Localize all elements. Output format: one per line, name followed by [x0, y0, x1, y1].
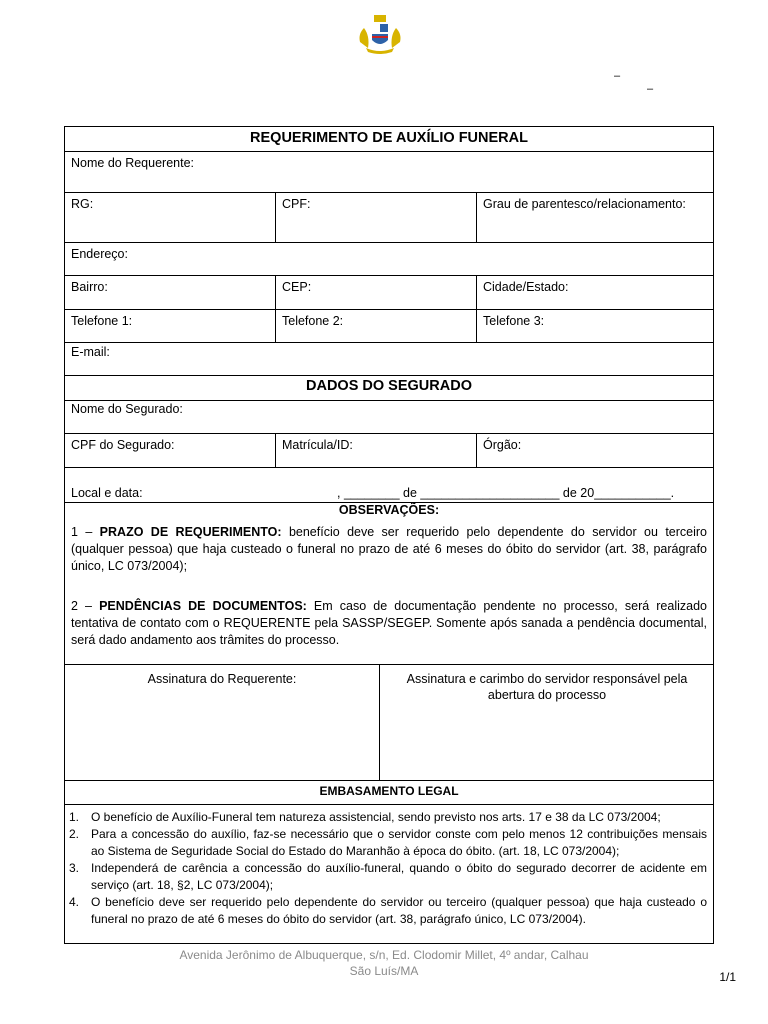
- observation-item-2: [71, 598, 707, 649]
- cep-label: CEP:: [282, 280, 312, 294]
- header-dash-2: –: [647, 83, 654, 95]
- officer-signature-label: Assinatura e carimbo do servidor responsável pela abertura do processo: [406, 672, 688, 702]
- insured-cpf-cell[interactable]: [65, 434, 275, 467]
- legal-title-divider: [65, 804, 713, 805]
- signatures-row: [65, 665, 713, 781]
- phone3-cell[interactable]: [476, 310, 713, 342]
- legal-item-number: 2.: [69, 827, 80, 841]
- observation-2-text: Em caso de documentação pendente no processo, será realizado tentativa de contato com o REQUERENTE pela SASSP/SEGEP. Somente após sanada a pendência documental, será dado andamento aos trâmites do processo.: [71, 599, 708, 647]
- phone1-label: Telefone 1:: [71, 314, 133, 328]
- header-dash-1: –: [614, 70, 621, 82]
- phone1-cell[interactable]: [65, 310, 275, 342]
- insured-title-row: [65, 376, 713, 401]
- legal-item-text: Para a concessão do auxílio, faz-se necessário que o servidor conste com pelo menos 12 contribuições mensais ao Sistema de Seguridade Social do Estado do Maranhão à época do óbito. (art. 18, LC 073/2004);: [91, 827, 707, 858]
- requester-name-row: [65, 152, 713, 193]
- email-field[interactable]: E-mail:: [71, 345, 110, 359]
- insured-id-row: [65, 434, 713, 468]
- insured-cpf-label: CPF do Segurado:: [71, 438, 175, 452]
- cpf-label: CPF:: [282, 197, 311, 211]
- phones-row: [65, 310, 713, 343]
- legal-item-text: Independerá de carência a concessão do auxílio-funeral, quando o óbito do segurado decorrer de acidente em serviço (art. 18, §2, LC 073/2004);: [91, 861, 707, 892]
- state-coat-of-arms-icon: [356, 12, 404, 56]
- legal-item: [69, 894, 707, 928]
- registration-cell[interactable]: [275, 434, 476, 467]
- observation-2-number: 2 –: [71, 599, 100, 613]
- legal-item-number: 4.: [69, 895, 80, 909]
- observations-block: [65, 468, 713, 665]
- agency-label: Órgão:: [483, 438, 522, 452]
- page-number: 1/1: [719, 970, 736, 984]
- insured-name-field[interactable]: Nome do Segurado:: [71, 402, 183, 416]
- observations-title: OBSERVAÇÕES:: [338, 503, 440, 517]
- rg-cell[interactable]: [65, 193, 275, 242]
- phone2-cell[interactable]: [275, 310, 476, 342]
- phone2-label: Telefone 2:: [282, 314, 344, 328]
- district-cell[interactable]: [65, 276, 275, 309]
- legal-item-number: 3.: [69, 861, 80, 875]
- requester-id-row: [65, 193, 713, 243]
- legal-item: [69, 809, 707, 826]
- address-row: [65, 243, 713, 276]
- observation-2-heading: PENDÊNCIAS DE DOCUMENTOS:: [99, 599, 307, 613]
- location-row: [65, 276, 713, 310]
- form-title: REQUERIMENTO DE AUXÍLIO FUNERAL: [250, 130, 528, 146]
- observation-1-text: benefício deve ser requerido pelo dependente do servidor ou terceiro (qualquer pessoa) que haja custeado o funeral no prazo de até 6 meses do óbito do servidor (art. 38, parágrafo único, LC 073/2004);: [71, 525, 707, 573]
- district-label: Bairro:: [71, 280, 108, 294]
- footer-address-line1: Avenida Jerônimo de Albuquerque, s/n, Ed. Clodomir Millet, 4º andar, Calhau: [179, 948, 589, 962]
- city-state-cell[interactable]: [476, 276, 713, 309]
- funeral-aid-form: [64, 126, 714, 944]
- legal-item-text: O benefício deve ser requerido pelo dependente do servidor ou terceiro (qualquer pessoa) que haja custeado o funeral no prazo de até 6 meses do óbito do servidor (art. 38, parágrafo único, LC 073/2004).: [91, 895, 707, 926]
- cpf-cell[interactable]: [275, 193, 476, 242]
- city-state-label: Cidade/Estado:: [483, 280, 569, 294]
- form-title-row: [65, 127, 713, 152]
- observation-item-1: [71, 524, 707, 575]
- address-field[interactable]: Endereço:: [71, 247, 128, 261]
- officer-signature-cell[interactable]: [379, 665, 713, 780]
- legal-basis-list: [69, 809, 707, 928]
- place-date-field[interactable]: , ________ de ____________________ de 20___________.: [337, 486, 675, 500]
- kinship-label: Grau de parentesco/relacionamento:: [483, 197, 686, 211]
- rg-label: RG:: [71, 197, 94, 211]
- place-date-label: Local e data:: [71, 486, 143, 500]
- observation-1-number: 1 –: [71, 525, 100, 539]
- insured-name-row: [65, 401, 713, 434]
- requester-signature-cell[interactable]: [65, 665, 379, 780]
- requester-name-field[interactable]: Nome do Requerente:: [71, 156, 194, 170]
- registration-label: Matrícula/ID:: [282, 438, 353, 452]
- kinship-cell[interactable]: [476, 193, 713, 242]
- legal-item: [69, 826, 707, 860]
- legal-basis-block: [65, 781, 713, 943]
- footer-address-line2: São Luís/MA: [349, 964, 419, 978]
- phone3-label: Telefone 3:: [483, 314, 545, 328]
- cep-cell[interactable]: [275, 276, 476, 309]
- requester-signature-label: Assinatura do Requerente:: [147, 672, 297, 686]
- legal-basis-title: EMBASAMENTO LEGAL: [319, 784, 459, 798]
- insured-section-title: DADOS DO SEGURADO: [306, 378, 472, 394]
- email-row: [65, 343, 713, 376]
- observation-1-heading: PRAZO DE REQUERIMENTO:: [99, 525, 282, 539]
- agency-cell[interactable]: [476, 434, 713, 467]
- legal-item: [69, 860, 707, 894]
- legal-item-number: 1.: [69, 810, 80, 824]
- legal-item-text: O benefício de Auxílio-Funeral tem natureza assistencial, sendo previsto nos arts. 17 e 38 da LC 073/2004;: [91, 810, 661, 824]
